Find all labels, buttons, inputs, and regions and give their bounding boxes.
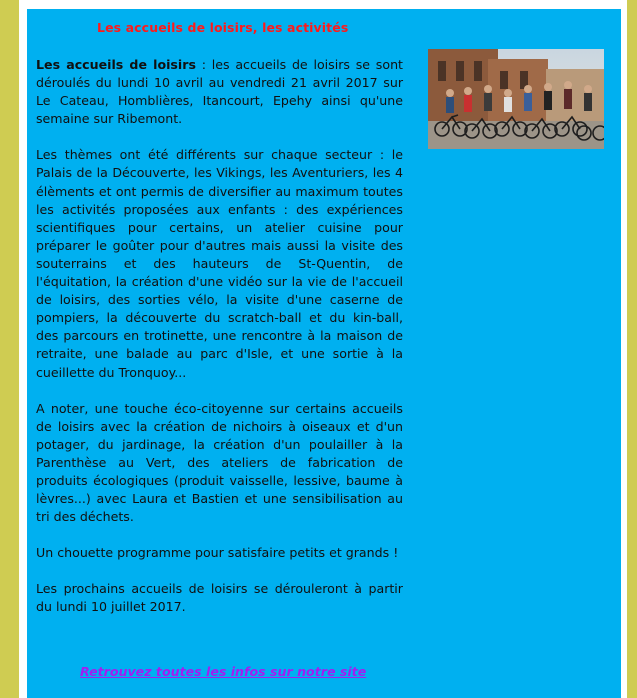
article-body <box>36 56 403 635</box>
paragraph-themes: Les thèmes ont été différents sur chaque secteur : le Palais de la Découverte, les Vikings, les Aventuriers, les 4 élèments et ont permis de diversifier au maximum toutes les activités proposées aux enfants : des expériences scientifiques pour certains, un atelier cuisine pour préparer le goûter pour d'autres mais aussi la visite des souterrains et des hauteurs de St-Quentin, de l'équitation, la création d'une vidéo sur la vie de l'accueil de loisirs, des sorties vélo, la visite d'une caserne de pompiers, la découverte du scratch-ball et du kin-ball, des parcours en trotinette, une rencontre à la maison de retraite, une balade au parc d'Isle, et une sortie à la cueillette du Tronquoy... <box>36 147 403 380</box>
paragraph-eco: A noter, une touche éco-citoyenne sur certains accueils de loisirs avec la création de nichoirs à oiseaux et d'un potager, du jardinage, la création d'un poulailler à la Parenthèse au Vert, des ateliers de fabrication de produits écologiques (produit vaisselle, lessive, baume à lèvres...) avec Laura et Bastien et une sensibilisation au tri des déchets. <box>36 400 403 525</box>
article-title: Les accueils de loisirs, les activités <box>97 20 349 35</box>
site-link[interactable]: Retrouvez toutes les infos sur notre site <box>80 664 367 679</box>
paragraph-intro <box>36 56 403 128</box>
cyclists-photo <box>428 49 604 149</box>
intro-lead: Les accueils de loisirs <box>36 57 196 72</box>
paragraph-programme: Un chouette programme pour satisfaire petits et grands ! <box>36 545 399 561</box>
intro-text: : les accueils de loisirs se sont déroulés du lundi 10 avril au vendredi 21 avril 2017 sur Le Cateau, Homblières, Itancourt, Epehy ainsi qu'une semaine sur Ribemont. <box>36 57 403 127</box>
cyclists-photo-illustration <box>428 49 604 149</box>
paragraph-next: Les prochains accueils de loisirs se dérouleront à partir du lundi 10 juillet 2017. <box>36 581 403 615</box>
